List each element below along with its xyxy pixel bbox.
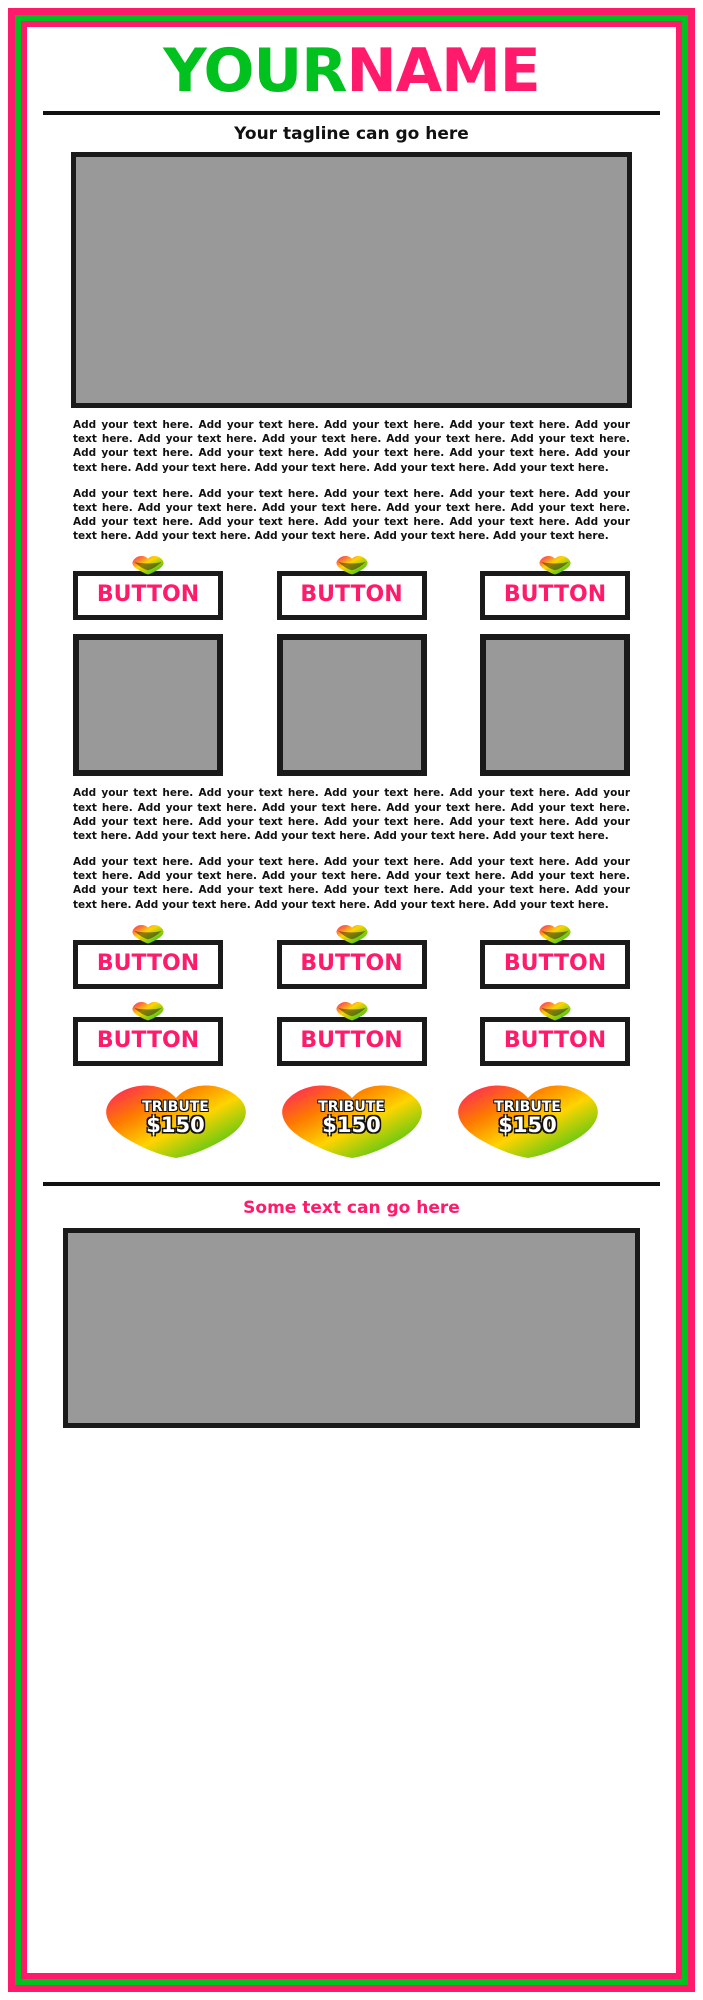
button-cell	[73, 1001, 223, 1066]
tagline: Your tagline can go here	[234, 124, 469, 144]
paragraph: Add your text here. Add your text here. Add your text here. Add your text here. Add your text here. Add your text here. Add your text here. Add your text here. Add your text here. Add your text here. Add your text here. Add your text here. Add your text here. Add your text here. Add your text here. Add your text here. Add your text here. Add your text here.	[73, 419, 630, 474]
tribute-price: $150	[146, 1113, 205, 1138]
lips-icon	[101, 1084, 251, 1160]
button-cell	[480, 555, 630, 620]
paragraph: Add your text here. Add your text here. Add your text here. Add your text here. Add your text here. Add your text here. Add your text here. Add your text here. Add your text here. Add your text here. Add your text here. Add your text here. Add your text here. Add your text here. Add your text here. Add your text here. Add your text here. Add your text here.	[73, 856, 630, 911]
button-cell	[277, 555, 427, 620]
button-row-2	[41, 924, 662, 989]
secondary-text-block	[41, 776, 662, 911]
decorative-frame-inner	[21, 21, 682, 1979]
button-cell	[277, 1001, 427, 1066]
title-second-word: NAME	[346, 36, 540, 106]
tribute-row	[41, 1084, 662, 1160]
button-cell	[277, 924, 427, 989]
button-row-1	[41, 555, 662, 620]
title-first-word: YOUR	[163, 36, 347, 106]
lips-icon	[453, 1084, 603, 1160]
tribute-label: TRIBUTE	[142, 1098, 209, 1115]
tribute-badge[interactable]	[277, 1084, 427, 1160]
tribute-price: $150	[498, 1113, 557, 1138]
thumbnail-placeholder[interactable]	[73, 634, 223, 776]
button-cell	[73, 924, 223, 989]
footer-text: Some text can go here	[243, 1197, 460, 1218]
action-button[interactable]: BUTTON	[277, 1017, 427, 1066]
button-cell	[480, 924, 630, 989]
action-button[interactable]: BUTTON	[73, 1017, 223, 1066]
button-row-3	[41, 1001, 662, 1066]
thumbnail-placeholder[interactable]	[480, 634, 630, 776]
button-cell	[480, 1001, 630, 1066]
tribute-badge[interactable]	[453, 1084, 603, 1160]
paragraph: Add your text here. Add your text here. Add your text here. Add your text here. Add your text here. Add your text here. Add your text here. Add your text here. Add your text here. Add your text here. Add your text here. Add your text here. Add your text here. Add your text here. Add your text here. Add your text here. Add your text here. Add your text here.	[73, 487, 630, 543]
tribute-badge[interactable]	[101, 1084, 251, 1160]
decorative-frame-outer	[8, 8, 695, 1992]
thumbnail-placeholder[interactable]	[277, 634, 427, 776]
action-button[interactable]: BUTTON	[480, 1017, 630, 1066]
action-button[interactable]: BUTTON	[73, 940, 223, 989]
action-button[interactable]: BUTTON	[480, 571, 630, 620]
action-button[interactable]: BUTTON	[73, 571, 223, 620]
lips-icon	[277, 1084, 427, 1160]
page-content	[27, 27, 676, 1973]
thumbnail-row	[41, 634, 662, 776]
page-title	[41, 31, 662, 105]
footer-media-placeholder[interactable]	[63, 1228, 640, 1428]
decorative-frame-middle	[15, 15, 688, 1985]
tribute-label: TRIBUTE	[318, 1098, 385, 1115]
tribute-label: TRIBUTE	[494, 1098, 561, 1115]
action-button[interactable]: BUTTON	[480, 940, 630, 989]
action-button[interactable]: BUTTON	[277, 571, 427, 620]
tribute-price: $150	[322, 1113, 381, 1138]
paragraph: Add your text here. Add your text here. Add your text here. Add your text here. Add your text here. Add your text here. Add your text here. Add your text here. Add your text here. Add your text here. Add your text here. Add your text here. Add your text here. Add your text here. Add your text here. Add your text here. Add your text here. Add your text here.	[73, 787, 630, 842]
hero-media-placeholder[interactable]	[71, 152, 632, 408]
action-button[interactable]: BUTTON	[277, 940, 427, 989]
intro-text-block	[41, 408, 662, 543]
button-cell	[73, 555, 223, 620]
